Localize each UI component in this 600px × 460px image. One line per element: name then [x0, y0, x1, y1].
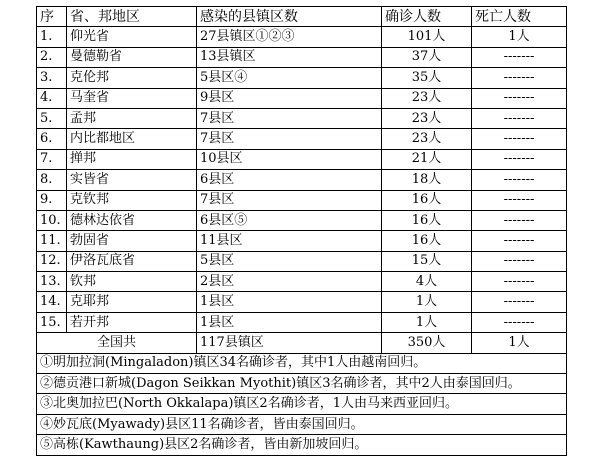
footnote: ③北奥加拉巴(North Okkalapa)镇区2名确诊者，1人由马来西亚回归。: [37, 394, 567, 414]
cell-region: 实皆省: [67, 170, 197, 190]
cell-region: 德林达依省: [67, 210, 197, 230]
cell-seq: 10.: [37, 210, 67, 230]
cell-county: 7县区: [197, 129, 382, 149]
cell-county: 5县区: [197, 251, 382, 271]
footnote: ⑤高栋(Kawthaung)县区2名确诊者，皆由新加坡回归。: [37, 435, 567, 455]
cell-confirmed: 18人: [382, 170, 472, 190]
cell-county: 6县区⑤: [197, 210, 382, 230]
cell-county: 11县区: [197, 231, 382, 251]
cell-confirmed: 35人: [382, 68, 472, 88]
cell-confirmed: 16人: [382, 210, 472, 230]
total-county: 117县镇区: [197, 333, 382, 353]
cell-region: 曼德勒省: [67, 47, 197, 67]
cell-seq: 7.: [37, 149, 67, 169]
cell-region: 若开邦: [67, 312, 197, 332]
cell-seq: 6.: [37, 129, 67, 149]
cell-confirmed: 21人: [382, 149, 472, 169]
cell-confirmed: 15人: [382, 251, 472, 271]
cell-county: 1县区: [197, 312, 382, 332]
cell-deaths: -------: [472, 170, 567, 190]
cell-deaths: -------: [472, 108, 567, 128]
cell-seq: 1.: [37, 27, 67, 47]
cell-county: 5县区④: [197, 68, 382, 88]
cell-seq: 15.: [37, 312, 67, 332]
header-region: 省、邦地区: [67, 7, 197, 27]
table-row: [37, 27, 567, 47]
cell-confirmed: 23人: [382, 129, 472, 149]
cell-confirmed: 1人: [382, 312, 472, 332]
cell-county: 27县镇区①②③: [197, 27, 382, 47]
cell-county: 2县区: [197, 272, 382, 292]
cell-deaths: -------: [472, 251, 567, 271]
cell-county: 7县区: [197, 108, 382, 128]
footnote-row: [37, 394, 567, 414]
cell-region: 掸邦: [67, 149, 197, 169]
covid-cases-table: [36, 6, 567, 456]
cell-region: 克伦邦: [67, 68, 197, 88]
table-row: [37, 190, 567, 210]
header-seq: 序: [37, 7, 67, 27]
cell-county: 7县区: [197, 190, 382, 210]
table-row: [37, 149, 567, 169]
footnote: ②德贡港口新城(Dagon Seikkan Myothit)镇区3名确诊者，其中2人由泰国回归。: [37, 374, 567, 394]
table-row: [37, 129, 567, 149]
cell-region: 马奎省: [67, 88, 197, 108]
cell-region: 克钦邦: [67, 190, 197, 210]
table-row: [37, 88, 567, 108]
cell-deaths: -------: [472, 88, 567, 108]
cell-county: 9县区: [197, 88, 382, 108]
cell-region: 钦邦: [67, 272, 197, 292]
cell-confirmed: 1人: [382, 292, 472, 312]
cell-confirmed: 101人: [382, 27, 472, 47]
cell-seq: 9.: [37, 190, 67, 210]
table-row: [37, 108, 567, 128]
footnote-row: [37, 353, 567, 373]
cell-seq: 3.: [37, 68, 67, 88]
cell-deaths: 1人: [472, 27, 567, 47]
cell-deaths: -------: [472, 210, 567, 230]
cell-confirmed: 23人: [382, 88, 472, 108]
cell-region: 克耶邦: [67, 292, 197, 312]
cell-confirmed: 4人: [382, 272, 472, 292]
cell-deaths: -------: [472, 272, 567, 292]
cell-seq: 13.: [37, 272, 67, 292]
cell-region: 勃固省: [67, 231, 197, 251]
header-row: [37, 7, 567, 27]
cell-deaths: -------: [472, 292, 567, 312]
cell-seq: 4.: [37, 88, 67, 108]
cell-deaths: -------: [472, 149, 567, 169]
cell-deaths: -------: [472, 68, 567, 88]
table-row: [37, 47, 567, 67]
table-row: [37, 170, 567, 190]
table-row: [37, 272, 567, 292]
cell-deaths: -------: [472, 312, 567, 332]
header-county: 感染的县镇区数: [197, 7, 382, 27]
cell-seq: 8.: [37, 170, 67, 190]
footnote: ④妙瓦底(Myawady)县区11名确诊者，皆由泰国回归。: [37, 414, 567, 434]
table-row: [37, 68, 567, 88]
total-row: [37, 333, 567, 353]
header-confirmed: 确诊人数: [382, 7, 472, 27]
total-label: 全国共: [37, 333, 197, 353]
cell-confirmed: 23人: [382, 108, 472, 128]
cell-county: 10县区: [197, 149, 382, 169]
cell-seq: 11.: [37, 231, 67, 251]
cell-region: 内比都地区: [67, 129, 197, 149]
cell-seq: 2.: [37, 47, 67, 67]
cell-region: 孟邦: [67, 108, 197, 128]
cell-region: 仰光省: [67, 27, 197, 47]
table-row: [37, 251, 567, 271]
cell-confirmed: 16人: [382, 190, 472, 210]
header-deaths: 死亡人数: [472, 7, 567, 27]
cell-deaths: -------: [472, 47, 567, 67]
cell-county: 13县镇区: [197, 47, 382, 67]
footnote-row: [37, 414, 567, 434]
cell-county: 6县区: [197, 170, 382, 190]
footnote-row: [37, 435, 567, 455]
total-deaths: 1人: [472, 333, 567, 353]
table-row: [37, 312, 567, 332]
cell-deaths: -------: [472, 129, 567, 149]
cell-seq: 12.: [37, 251, 67, 271]
cell-deaths: -------: [472, 190, 567, 210]
table-row: [37, 210, 567, 230]
table-row: [37, 292, 567, 312]
table-row: [37, 231, 567, 251]
footnote-row: [37, 374, 567, 394]
cell-confirmed: 37人: [382, 47, 472, 67]
total-confirmed: 350人: [382, 333, 472, 353]
cell-county: 1县区: [197, 292, 382, 312]
cell-region: 伊洛瓦底省: [67, 251, 197, 271]
cell-seq: 5.: [37, 108, 67, 128]
footnote: ①明加拉洞(Mingaladon)镇区34名确诊者，其中1人由越南回归。: [37, 353, 567, 373]
cell-seq: 14.: [37, 292, 67, 312]
cell-confirmed: 16人: [382, 231, 472, 251]
cell-deaths: -------: [472, 231, 567, 251]
